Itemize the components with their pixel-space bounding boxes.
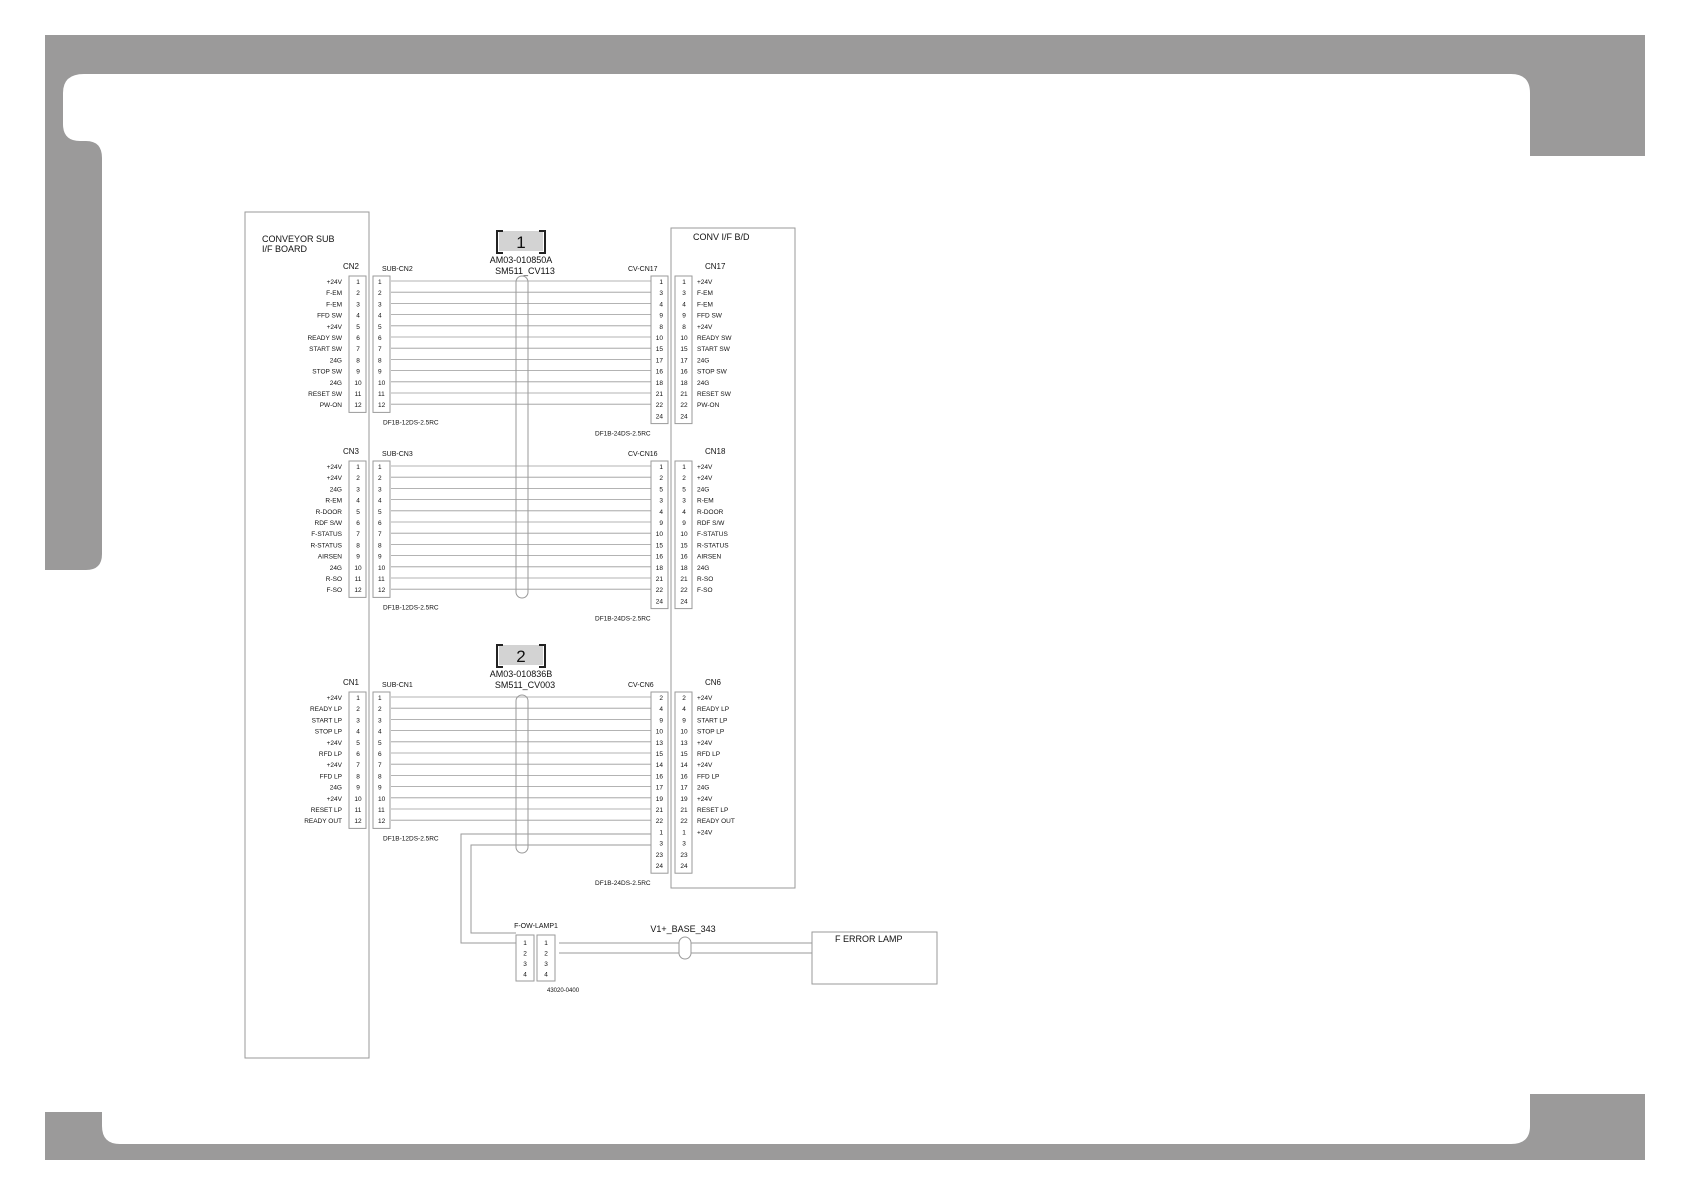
signal-name: 24G [329, 357, 342, 365]
pin-number: 8 [356, 773, 360, 781]
pin-number: 12 [378, 587, 386, 595]
signal-name: READY LP [697, 706, 730, 714]
pin-number: 1 [378, 279, 382, 286]
signal-name: F-STATUS [311, 531, 342, 539]
signal-name: 24G [697, 357, 710, 365]
signal-name: RFD LP [697, 751, 721, 758]
pin-number: 1 [378, 695, 382, 702]
signal-name: STOP SW [697, 368, 727, 376]
sub-connector-label: SUB-CN2 [382, 266, 413, 273]
cv-connector-label: CV-CN16 [628, 451, 658, 458]
pin-number: 7 [378, 531, 382, 539]
pin-number: 6 [378, 751, 382, 758]
pin-number: 5 [378, 323, 382, 331]
signal-name: READY SW [307, 335, 342, 342]
signal-name: STOP LP [314, 728, 342, 736]
signal-name: READY LP [309, 706, 342, 714]
pin-number: 18 [680, 564, 688, 572]
pin-number: 8 [659, 323, 663, 331]
pin-number: 4 [659, 706, 663, 714]
pin-number: 24 [680, 598, 688, 606]
pin-number: 5 [378, 508, 382, 516]
signal-name: +24V [326, 475, 342, 483]
signal-name: FFD SW [697, 312, 722, 320]
pin-number: 22 [680, 587, 688, 595]
pin-number: 10 [655, 728, 663, 736]
pin-number: 22 [680, 818, 688, 826]
pin-number: 6 [356, 335, 360, 342]
pin-number: 8 [356, 357, 360, 365]
pin-number: 11 [354, 576, 362, 583]
pin-number: 2 [378, 290, 382, 298]
signal-name: R-EM [325, 497, 342, 505]
cv-connector-part: DF1B-24DS-2.5RC [595, 880, 651, 888]
cable-part-number: AM03-010836B [489, 669, 553, 679]
pin-number: 4 [682, 508, 686, 516]
pin-number: 11 [354, 807, 362, 814]
pin-number: 2 [378, 706, 382, 714]
signal-name: +24V [697, 762, 713, 770]
page-frame [45, 35, 1645, 1160]
pin-number: 2 [356, 290, 360, 298]
left-board-title-2: I/F BOARD [262, 244, 308, 254]
pin-number: 13 [655, 739, 663, 747]
pin-number: 2 [356, 706, 360, 714]
pin-number: 24 [655, 413, 663, 421]
signal-name: +24V [697, 795, 713, 803]
pin-number: 2 [659, 695, 663, 702]
pin-number: 1 [659, 279, 663, 286]
left-connector-label: CN3 [342, 447, 360, 456]
signal-name: 24G [697, 564, 710, 572]
pin-number: 9 [682, 312, 686, 320]
sub-connector-part: DF1B-12DS-2.5RC [383, 604, 439, 612]
pin-number: 3 [356, 486, 360, 494]
pin-number: 5 [356, 323, 360, 331]
pin-number: 10 [354, 564, 362, 572]
signal-name: F-EM [326, 290, 342, 298]
pin-number: 10 [655, 335, 663, 342]
pin-number: 1 [659, 464, 663, 471]
pin-number: 3 [378, 486, 382, 494]
sub-connector-part: DF1B-12DS-2.5RC [383, 835, 439, 843]
signal-name: RESET LP [697, 807, 729, 814]
pin-number: 1 [682, 279, 686, 286]
signal-name: START LP [311, 717, 342, 725]
pin-number: 10 [655, 531, 663, 539]
signal-name: +24V [697, 464, 713, 471]
pin-number: 5 [356, 739, 360, 747]
signal-name: START SW [309, 346, 342, 354]
pin-number: 18 [680, 379, 688, 387]
pin-number: 4 [682, 706, 686, 714]
pin-number: 6 [378, 520, 382, 527]
lamp-cable-name: V1+_BASE_343 [650, 924, 716, 934]
signal-name: STOP LP [697, 728, 725, 736]
pin-number: 3 [682, 290, 686, 298]
pin-number: 10 [378, 795, 386, 803]
signal-name: READY OUT [304, 818, 342, 826]
cable-badge-2 [497, 645, 545, 667]
pin-number: 10 [378, 564, 386, 572]
pin-number: 2 [682, 695, 686, 702]
pin-number: 9 [659, 717, 663, 725]
pin-number: 16 [680, 553, 688, 561]
pin-number: 24 [655, 598, 663, 606]
pin-number: 9 [378, 368, 382, 376]
signal-name: +24V [697, 323, 713, 331]
pin-number: 21 [655, 391, 663, 398]
signal-name: START LP [697, 717, 728, 725]
signal-name: START SW [697, 346, 730, 354]
pin-number: 17 [680, 784, 688, 792]
right-connector-label: CN17 [705, 262, 726, 271]
pin-number: 7 [356, 531, 360, 539]
pin-number: 16 [680, 773, 688, 781]
pin-number: 7 [356, 762, 360, 770]
pin-number: 10 [680, 728, 688, 736]
pin-number: 3 [682, 840, 686, 848]
pin-number: 13 [680, 739, 688, 747]
left-connector-label: CN1 [342, 678, 360, 687]
pin-number: 9 [356, 553, 360, 561]
pin-number: 23 [655, 851, 663, 859]
pin-number: 9 [682, 717, 686, 725]
pin-number: 8 [378, 773, 382, 781]
right-board-title: CONV I/F B/D [693, 232, 750, 242]
pin-number: 22 [655, 818, 663, 826]
pin-number: 1 [356, 464, 360, 471]
signal-name: 24G [697, 784, 710, 792]
pin-number: 14 [655, 762, 663, 770]
pin-number: 16 [655, 368, 663, 376]
lamp-pin-number: 1 [544, 940, 548, 947]
pin-number: 4 [356, 312, 360, 320]
signal-name: R-EM [697, 497, 714, 505]
pin-number: 7 [378, 762, 382, 770]
cable-name: SM511_CV113 [495, 266, 555, 276]
signal-name: +24V [697, 829, 713, 837]
pin-number: 9 [659, 312, 663, 320]
pin-number: 1 [682, 464, 686, 471]
signal-name: RESET LP [310, 807, 342, 814]
pin-number: 21 [655, 807, 663, 814]
signal-name: RESET SW [697, 391, 731, 398]
error-lamp-label: F ERROR LAMP [835, 934, 903, 944]
pin-number: 11 [354, 391, 362, 398]
pin-number: 4 [356, 728, 360, 736]
signal-name: AIRSEN [697, 553, 722, 561]
pin-number: 4 [378, 497, 382, 505]
pin-number: 19 [655, 795, 663, 803]
pin-number: 10 [378, 379, 386, 387]
lamp-connector-label: F-OW-LAMP1 [514, 923, 558, 930]
signal-name: +24V [697, 279, 713, 286]
pin-number: 10 [354, 379, 362, 387]
pin-number: 21 [680, 391, 688, 398]
pin-number: 5 [378, 739, 382, 747]
cable-badge-1 [497, 231, 545, 253]
signal-name: 24G [697, 379, 710, 387]
lamp-pin-number: 3 [523, 961, 527, 968]
signal-name: +24V [326, 464, 342, 471]
signal-name: 24G [329, 486, 342, 494]
signal-name: 24G [697, 486, 710, 494]
lamp-pin-number: 2 [544, 950, 548, 958]
signal-name: RESET SW [308, 391, 342, 398]
lamp-pin-number: 1 [523, 940, 527, 947]
pin-number: 16 [655, 553, 663, 561]
pin-number: 2 [378, 475, 382, 483]
signal-name: AIRSEN [317, 553, 342, 561]
pin-number: 5 [682, 486, 686, 494]
pin-number: 3 [378, 301, 382, 309]
pin-number: 9 [378, 784, 382, 792]
pin-number: 21 [655, 576, 663, 583]
pin-number: 1 [682, 829, 686, 837]
signal-name: RDF S/W [697, 520, 725, 527]
pin-number: 15 [655, 542, 663, 550]
pin-number: 2 [356, 475, 360, 483]
pin-number: 9 [682, 520, 686, 527]
pin-number: 1 [378, 464, 382, 471]
cv-connector-label: CV-CN6 [628, 682, 654, 689]
signal-name: R-DOOR [315, 508, 342, 516]
signal-name: +24V [326, 739, 342, 747]
pin-number: 10 [354, 795, 362, 803]
signal-name: F-EM [697, 301, 713, 309]
pin-number: 7 [378, 346, 382, 354]
pin-number: 6 [378, 335, 382, 342]
pin-number: 4 [378, 312, 382, 320]
cv-connector-label: CV-CN17 [628, 266, 658, 273]
pin-number: 17 [655, 784, 663, 792]
pin-number: 2 [659, 475, 663, 483]
signal-name: F-SO [697, 587, 713, 595]
pin-number: 12 [378, 818, 386, 826]
pin-number: 3 [659, 840, 663, 848]
pin-number: 24 [680, 863, 688, 870]
pin-number: 5 [659, 486, 663, 494]
pin-number: 4 [356, 497, 360, 505]
pin-number: 15 [680, 751, 688, 758]
pin-number: 21 [680, 576, 688, 583]
pin-number: 9 [659, 520, 663, 527]
lamp-pin-number: 3 [544, 961, 548, 968]
right-connector-label: CN18 [705, 447, 726, 456]
pin-number: 11 [378, 807, 385, 814]
pin-number: 15 [680, 542, 688, 550]
pin-number: 10 [680, 335, 688, 342]
pin-number: 18 [655, 564, 663, 572]
pin-number: 9 [378, 553, 382, 561]
signal-name: F-STATUS [697, 531, 728, 539]
signal-name: RFD LP [318, 751, 342, 758]
sub-connector-label: SUB-CN1 [382, 682, 413, 689]
pin-number: 8 [356, 542, 360, 550]
signal-name: +24V [326, 279, 342, 286]
pin-number: 19 [680, 795, 688, 803]
pin-number: 12 [354, 402, 362, 410]
signal-name: READY SW [697, 335, 732, 342]
lamp-pin-number: 2 [523, 950, 527, 958]
cv-connector-part: DF1B-24DS-2.5RC [595, 430, 651, 438]
pin-number: 16 [655, 773, 663, 781]
signal-name: R-DOOR [697, 508, 724, 516]
left-board-title-1: CONVEYOR SUB [262, 234, 335, 244]
signal-name: F-SO [326, 587, 342, 595]
pin-number: 8 [378, 542, 382, 550]
signal-name: FFD SW [317, 312, 342, 320]
pin-number: 11 [378, 576, 385, 583]
pin-number: 6 [356, 520, 360, 527]
pin-number: 15 [655, 346, 663, 354]
cable-name: SM511_CV003 [494, 680, 556, 690]
signal-name: +24V [697, 475, 713, 483]
pin-number: 4 [659, 508, 663, 516]
sub-connector-part: DF1B-12DS-2.5RC [383, 419, 439, 427]
pin-number: 22 [680, 402, 688, 410]
pin-number: 9 [356, 784, 360, 792]
pin-number: 1 [356, 695, 360, 702]
pin-number: 22 [655, 587, 663, 595]
lamp-cable-oval [679, 937, 691, 959]
signal-name: FFD LP [697, 773, 720, 781]
signal-name: +24V [326, 695, 342, 702]
pin-number: 14 [680, 762, 688, 770]
signal-name: R-STATUS [310, 542, 342, 550]
signal-name: STOP SW [312, 368, 342, 376]
signal-name: RDF S/W [314, 520, 342, 527]
lamp-connector-part: 43020-0400 [547, 988, 580, 994]
signal-name: R-SO [325, 576, 342, 583]
pin-number: 12 [354, 587, 362, 595]
signal-name: PW-ON [697, 402, 720, 410]
pin-number: 17 [680, 357, 688, 365]
pin-number: 23 [680, 851, 688, 859]
pin-number: 1 [356, 279, 360, 286]
signal-name: 24G [329, 379, 342, 387]
pin-number: 3 [659, 290, 663, 298]
pin-number: 1 [659, 829, 663, 837]
pin-number: 3 [682, 497, 686, 505]
pin-number: 5 [356, 508, 360, 516]
pin-number: 4 [682, 301, 686, 309]
right-connector-label: CN6 [705, 678, 722, 687]
pin-number: 17 [655, 357, 663, 365]
left-connector-label: CN2 [342, 262, 360, 271]
signal-name: +24V [697, 739, 713, 747]
signal-name: READY OUT [697, 818, 735, 826]
pin-number: 2 [682, 475, 686, 483]
sub-connector-label: SUB-CN3 [382, 451, 413, 458]
signal-name: 24G [329, 564, 342, 572]
pin-number: 3 [356, 301, 360, 309]
lamp-pin-number: 4 [523, 971, 527, 979]
signal-name: +24V [697, 695, 713, 702]
cable-part-number: AM03-010850A [489, 255, 553, 265]
signal-name: +24V [326, 795, 342, 803]
lamp-pin-number: 4 [544, 971, 548, 979]
signal-name: R-STATUS [697, 542, 729, 550]
pin-number: 3 [659, 497, 663, 505]
pin-number: 15 [655, 751, 663, 758]
pin-number: 18 [655, 379, 663, 387]
pin-number: 16 [680, 368, 688, 376]
signal-name: 24G [329, 784, 342, 792]
pin-number: 3 [378, 717, 382, 725]
pin-number: 22 [655, 402, 663, 410]
pin-number: 8 [682, 323, 686, 331]
pin-number: 15 [680, 346, 688, 354]
pin-number: 11 [378, 391, 385, 398]
pin-number: 12 [378, 402, 386, 410]
pin-number: 3 [356, 717, 360, 725]
signal-name: +24V [326, 323, 342, 331]
pin-number: 21 [680, 807, 688, 814]
signal-name: PW-ON [319, 402, 342, 410]
pin-number: 12 [354, 818, 362, 826]
pin-number: 8 [378, 357, 382, 365]
signal-name: +24V [326, 762, 342, 770]
cv-connector-part: DF1B-24DS-2.5RC [595, 615, 651, 623]
pin-number: 4 [659, 301, 663, 309]
pin-number: 9 [356, 368, 360, 376]
pin-number: 4 [378, 728, 382, 736]
pin-number: 24 [680, 413, 688, 421]
cable-badge-number: 2 [516, 647, 526, 666]
pin-number: 24 [655, 863, 663, 870]
pin-number: 6 [356, 751, 360, 758]
signal-name: FFD LP [319, 773, 342, 781]
signal-name: F-EM [697, 290, 713, 298]
pin-number: 10 [680, 531, 688, 539]
pin-number: 7 [356, 346, 360, 354]
signal-name: F-EM [326, 301, 342, 309]
signal-name: R-SO [697, 576, 714, 583]
cable-badge-number: 1 [516, 233, 526, 252]
